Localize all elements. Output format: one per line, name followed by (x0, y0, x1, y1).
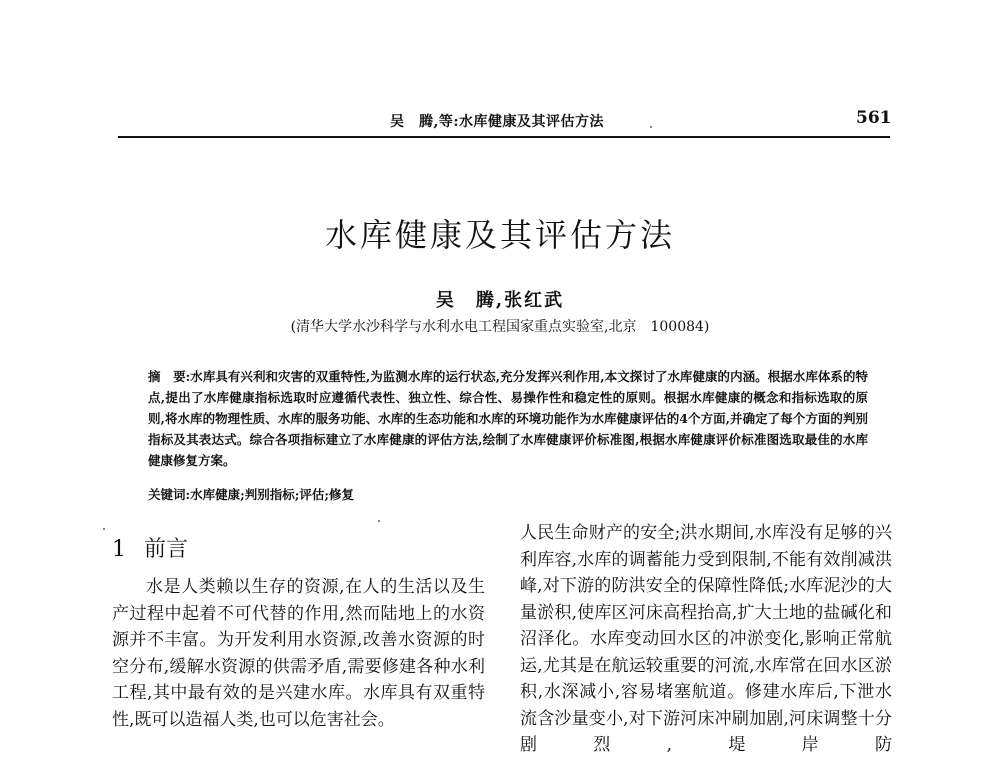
article-title: 水库健康及其评估方法 (324, 216, 675, 254)
abstract-label: 摘 要: (148, 369, 191, 384)
scan-speck (103, 528, 105, 530)
abstract-text: 水库具有兴利和灾害的双重特性,为监测水库的运行状态,充分发挥兴利作用,本文探讨了水库健康的内涵。根据水库体系的特点,提出了水库健康指标选取时应遵循代表性、独立性、综合性、易操作性和稳定性的原则。根据水库健康的概念和指标选取的原则,将水库的物理性质、水库的服务功能、水库的生态功能和水库的环境功能作为水库健康评估的4个方面,并确定了每个方面的判别指标及其表达式。综合各项指标建立了水库健康的评估方法,绘制了水库健康评价标准图,根据水库健康评价标准图选取最佳的水库健康修复方案。 (148, 369, 868, 468)
body-column-right (520, 520, 892, 759)
body-paragraph: 水是人类赖以生存的资源,在人的生活以及生产过程中起着不可代替的作用,然而陆地上的水资源并不丰富。为开发利用水资源,改善水资源的时空分布,缓解水资源的供需矛盾,需要修建各种水利工程,其中最有效的是兴建水库。水库具有双重特性,既可以造福人类,也可以危害社会。 (112, 577, 485, 730)
section-heading (112, 532, 188, 563)
header-rule (118, 136, 890, 138)
body-column-left (112, 574, 485, 733)
article-affiliation: (清华大学水沙科学与水利水电工程国家重点实验室,北京 100084) (290, 319, 710, 335)
body-paragraph-continued: 人民生命财产的安全;洪水期间,水库没有足够的兴利库容,水库的调蓄能力受到限制,不能有效削减洪峰,对下游的防洪安全的保障性降低;水库泥沙的大量淤积,使库区河床高程抬高,扩大土地的盐碱化和沼泽化。水库变动回水区的冲淤变化,影响正常航运,尤其是在航运较重要的河流,水库常在回水区淤积,水深减小,容易堵塞航道。修建水库后,下泄水流含沙量变小,对下游河床冲刷加剧,河床调整十分剧烈,堤岸防 (520, 523, 892, 755)
section-title: 前言 (144, 537, 189, 562)
keywords-label: 关键词: (148, 487, 191, 502)
scan-speck (650, 126, 652, 128)
section-number: 1 (112, 537, 126, 562)
scan-speck (378, 520, 380, 522)
page-number: 561 (856, 108, 892, 128)
abstract (148, 366, 868, 471)
keywords-text: 水库健康;判别指标;评估;修复 (190, 487, 354, 502)
keywords (148, 485, 354, 503)
running-head: 吴 腾,等:水库健康及其评估方法 (390, 114, 605, 130)
article-authors: 吴 腾,张红武 (435, 290, 565, 311)
